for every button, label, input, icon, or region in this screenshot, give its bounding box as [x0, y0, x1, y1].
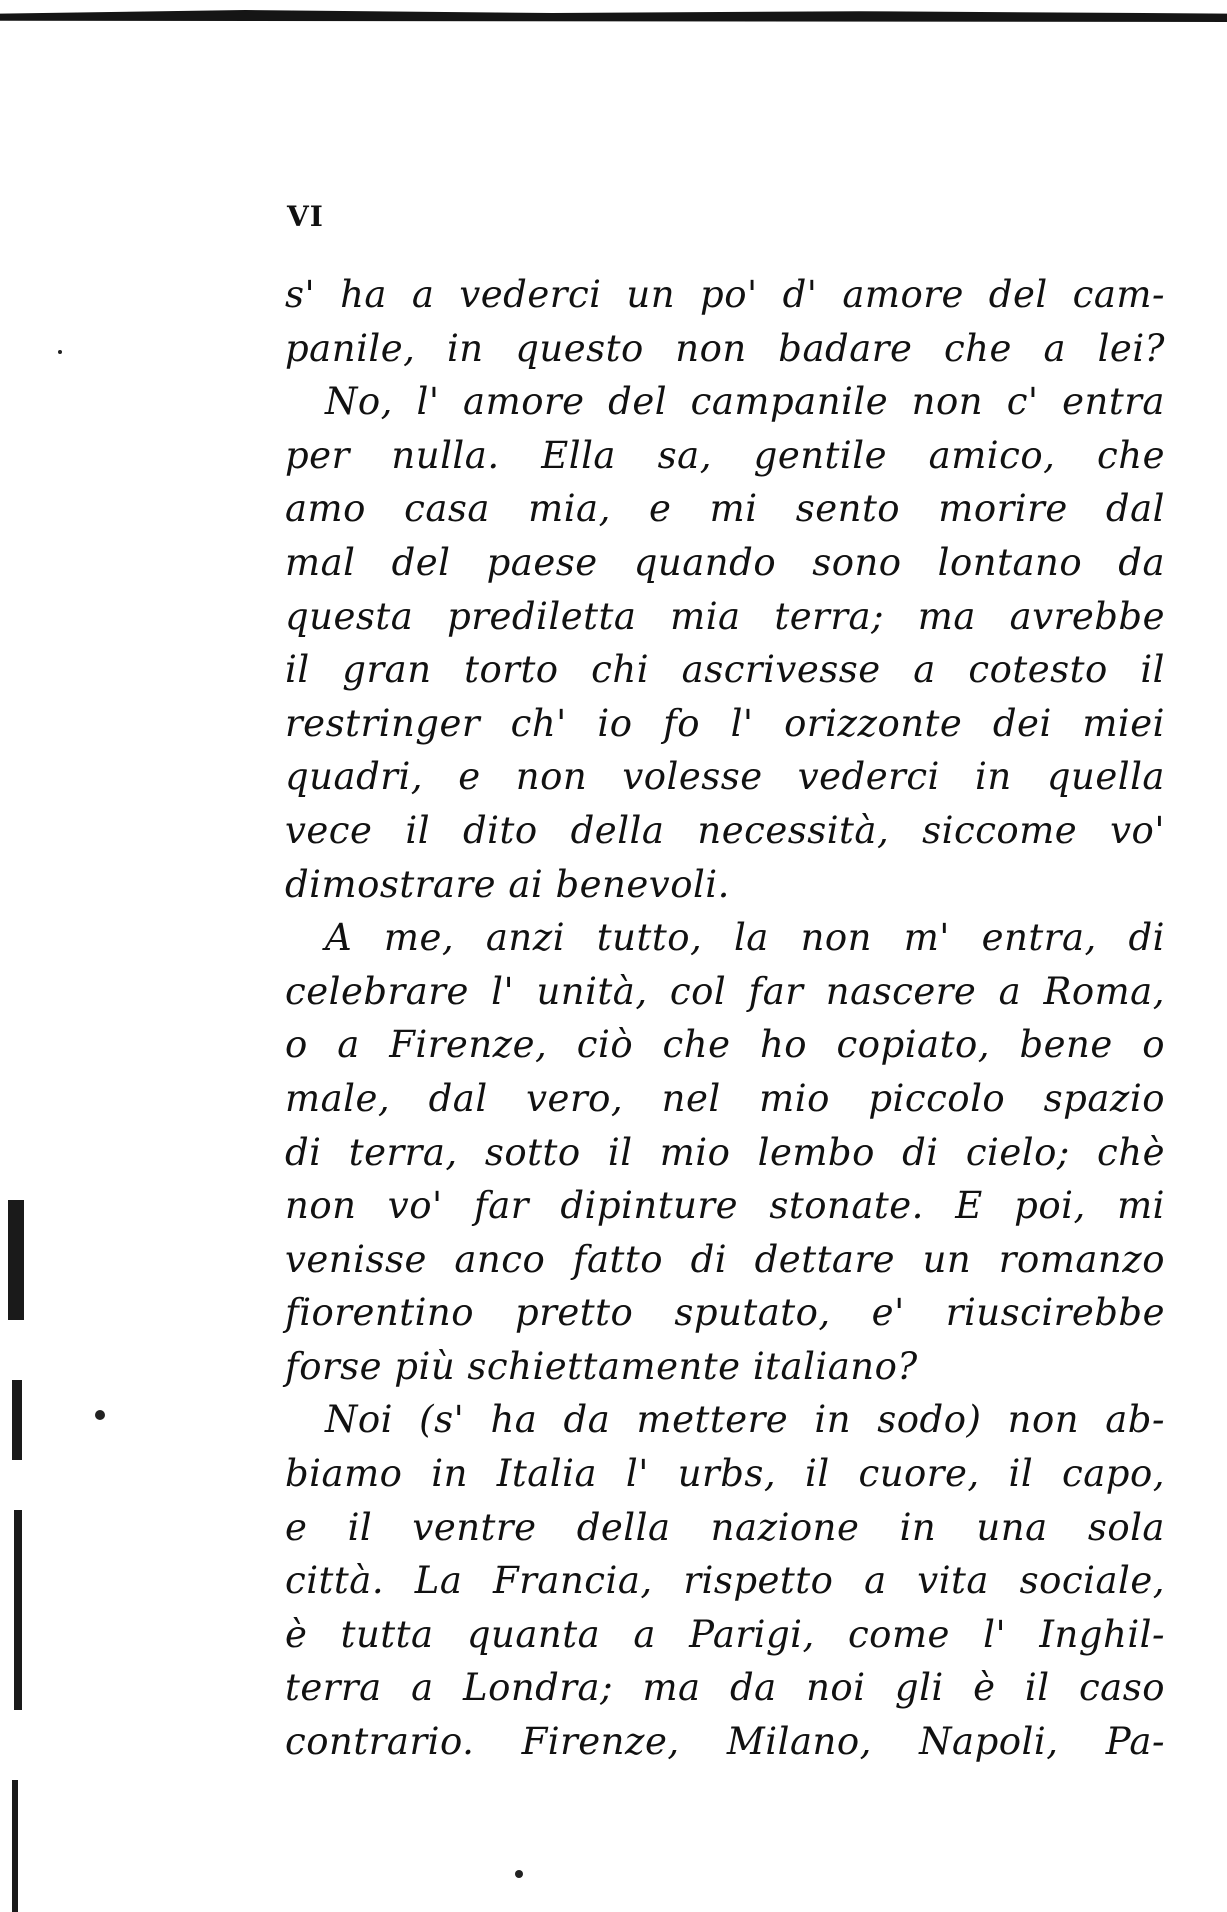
text-line: non vo' far dipinture stonate. E poi, mi [285, 1184, 1165, 1228]
text-line: s' ha a vederci un po' d' amore del cam- [285, 273, 1165, 316]
text-line: amo casa mia, e mi sento morire dal [285, 487, 1165, 531]
text-line: vece il dito della necessità, siccome vo' [285, 808, 1165, 852]
text-line: o a Firenze, ciò che ho copiato, bene o [285, 1023, 1165, 1067]
text-line: terra a Londra; ma da noi gli è il caso [285, 1666, 1165, 1710]
text-line: panile, in questo non badare che a lei? [285, 326, 1165, 370]
text-line: A me, anzi tutto, la non m' entra, di [325, 916, 1165, 960]
text-line: dimostrare ai benevoli. [285, 862, 730, 906]
text-line: questa prediletta mia terra; ma avrebbe [285, 594, 1165, 638]
text-line: male, dal vero, nel mio piccolo spazio [285, 1076, 1165, 1120]
text-line: venisse anco fatto di dettare un romanzo [285, 1237, 1165, 1281]
text-line: fiorentino pretto sputato, e' riuscirebbe [285, 1291, 1165, 1335]
edge-mark [14, 1510, 22, 1710]
text-line: biamo in Italia l' urbs, il cuore, il capo, [285, 1452, 1165, 1496]
page-edge-shadow [0, 1180, 28, 1912]
text-line: il gran torto chi ascrivesse a cotesto il [285, 648, 1165, 692]
text-line: città. La Francia, rispetto a vita sociale, [285, 1559, 1165, 1603]
text-line: No, l' amore del campanile non c' entra [325, 380, 1165, 424]
edge-mark [8, 1200, 24, 1320]
body-text [285, 268, 1165, 1769]
page-number: VI [287, 200, 324, 233]
ink-speck [95, 1410, 105, 1420]
edge-mark [12, 1780, 18, 1912]
ink-speck [515, 1870, 523, 1878]
text-line: e il ventre della nazione in una sola [285, 1505, 1165, 1549]
text-line: forse più schiettamente italiano? [285, 1344, 918, 1388]
ink-speck [58, 350, 62, 354]
text-line: è tutta quanta a Parigi, come l' Inghil- [285, 1612, 1165, 1656]
text-line: quadri, e non volesse vederci in quella [285, 755, 1165, 799]
text-line: Noi (s' ha da mettere in sodo) non ab- [325, 1398, 1165, 1442]
edge-mark [12, 1380, 22, 1460]
text-line: mal del paese quando sono lontano da [285, 540, 1165, 584]
text-line: per nulla. Ella sa, gentile amico, che [285, 433, 1165, 477]
text-line: restringer ch' io fo l' orizzonte dei miei [285, 701, 1165, 745]
text-line: di terra, sotto il mio lembo di cielo; chè [285, 1130, 1165, 1174]
text-line: contrario. Firenze, Milano, Napoli, Pa- [285, 1720, 1165, 1764]
top-rule [0, 10, 1227, 22]
text-line: celebrare l' unità, col far nascere a Roma, [285, 969, 1165, 1013]
